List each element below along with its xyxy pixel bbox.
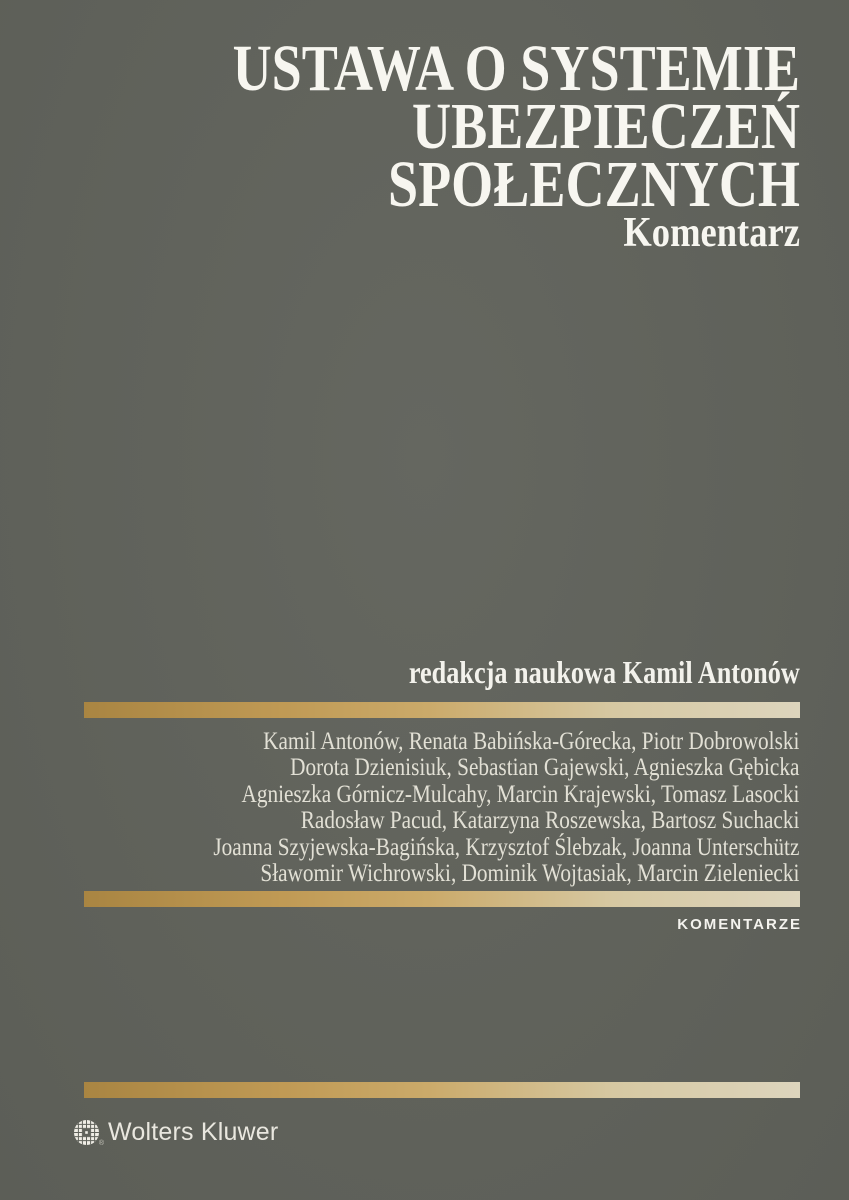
- publisher-logo: [74, 1120, 278, 1145]
- author-line: Joanna Szyjewska-Bagińska, Krzysztof Ślebzak, Joanna Unterschütz: [213, 833, 799, 861]
- title-line-2: UBEZPIECZEŃ: [412, 90, 800, 163]
- author-line: Sławomir Wichrowski, Dominik Wojtasiak, Marcin Zieleniecki: [259, 860, 799, 888]
- subtitle: Komentarz: [623, 210, 800, 256]
- editor-credit: redakcja naukowa Kamil Antonów: [409, 654, 800, 690]
- series-badge: KOMENTARZE: [677, 916, 802, 933]
- author-line: Dorota Dzienisiuk, Sebastian Gajewski, Agnieszka Gębicka: [289, 754, 799, 782]
- title-line-3: SPOŁECZNYCH: [388, 148, 800, 221]
- page-title: [232, 32, 800, 221]
- registered-mark: ®: [98, 1140, 104, 1147]
- author-line: Agnieszka Górnicz-Mulcahy, Marcin Krajewski, Tomasz Lasocki: [241, 780, 799, 808]
- title-line-1: USTAWA O SYSTEMIE: [232, 32, 800, 105]
- authors-list: [213, 729, 799, 887]
- publisher-name: Wolters Kluwer: [108, 1118, 279, 1146]
- accent-bar-top: [84, 702, 800, 718]
- author-line: Kamil Antonów, Renata Babińska-Górecka, Piotr Dobrowolski: [262, 728, 799, 755]
- accent-bar-middle: [84, 891, 800, 907]
- wolters-kluwer-globe-icon: [74, 1120, 104, 1147]
- author-line: Radosław Pacud, Katarzyna Roszewska, Bartosz Suchacki: [300, 807, 799, 835]
- accent-bar-bottom: [84, 1082, 800, 1098]
